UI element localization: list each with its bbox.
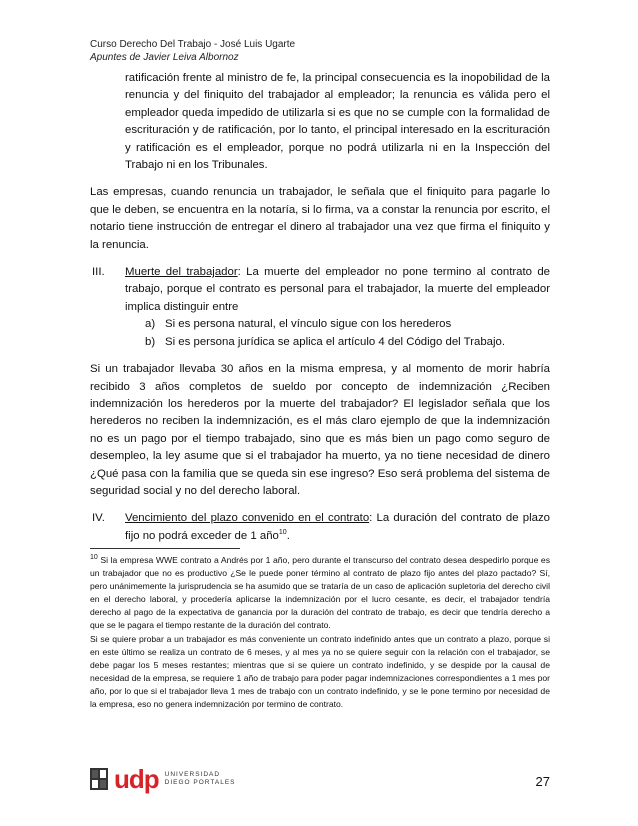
item-paragraph <box>125 510 550 545</box>
footnote-paragraph-1 <box>90 554 550 633</box>
item-content <box>125 264 550 351</box>
item-paragraph <box>125 264 550 316</box>
course-title: Curso Derecho Del Trabajo - José Luis Ugarte <box>90 39 296 50</box>
item-number: III. <box>92 266 105 279</box>
university-line-2: DIEGO PORTALES <box>164 779 236 786</box>
paragraph-ratificacion: ratificación frente al ministro de fe, la principal consecuencia es la inopobilidad de la renuncia y del finiquito del trabajador al empleador; la renuncia es válida pero el empleador queda impedido de utilizarla si es que no se cumple con la formalidad de escrituración y de ratificación, por lo tanto, el principal interesado en la escrituración y ratificación es el empleador, porque no podrá utilizarla ni en la Inspección del Trabajo ni en los Tribunales. <box>125 72 550 172</box>
footnote <box>90 554 550 711</box>
page-header <box>90 38 550 64</box>
item-content <box>125 510 550 545</box>
item-number: IV. <box>92 512 105 525</box>
paragraph-empresas: Las empresas, cuando renuncia un trabajador, le señala que el finiquito para pagarle lo que le deben, se encuentra en la notaría, si lo firma, va a constar la renuncia por escrito, el notario tiene instrucción de entregar el dinero al trabajador una vez que firma el finiquito y la renuncia. <box>90 186 550 251</box>
university-name <box>165 771 236 787</box>
item-title: Vencimiento del plazo convenido en el contrato <box>125 512 370 525</box>
crest-icon <box>90 768 108 790</box>
footnote-paragraph-2: Si se quiere probar a un trabajador es más conveniente un contrato indefinido antes que un contrato a plazo, porque si en este último se realiza un contrato de 6 meses, y al mes ya no se quiere seguir con la relación con el trabajador, se debe pagar los 5 meses restantes; mientras que si se quiere un contrato indefinido, y se despide por la causal de necesidad de la empresa, se requiere 1 año de trabajo para poder pagar indemnizaciones correspondientes a 1 mes por año, por lo que si el trabajador lleva 1 mes de trabajo con un contrato indefinido, y se le pone termino por necesidad de la empresa, eso no genera indemnización por termino de contrato. <box>90 633 550 710</box>
item-title: Muerte del trabajador <box>125 266 238 279</box>
list-item-iii <box>90 264 550 351</box>
item-text: : La muerte del empleador no pone termino al contrato de trabajo, porque el contrato es personal para el trabajador, la muerte del empleador implica distinguir entre <box>125 266 550 313</box>
item-end: . <box>286 529 290 542</box>
sub-item-letter: b) <box>145 335 156 348</box>
sub-item-text: Si es persona jurídica se aplica el artículo 4 del Código del Trabajo. <box>165 335 506 348</box>
footnote-ref[interactable]: 10 <box>278 528 287 536</box>
notes-author: Apuntes de Javier Leiva Albornoz <box>90 52 239 63</box>
page-body <box>90 70 550 545</box>
sub-item-a <box>145 316 550 333</box>
footnote-divider <box>90 548 240 549</box>
page-footer <box>90 766 550 798</box>
sub-item-text: Si es persona natural, el vínculo sigue con los herederos <box>165 318 452 331</box>
footnote-number: 10 <box>90 554 98 562</box>
university-logo <box>90 766 236 792</box>
list-item-iv <box>90 510 550 545</box>
sub-item-b <box>145 334 550 351</box>
page-number: 27 <box>535 774 550 789</box>
university-line-1: UNIVERSIDAD <box>164 771 221 778</box>
footnote-text-1: Si la empresa WWE contrato a Andrés por 1 año, pero durante el transcurso del contrato desea despedirlo porque es un trabajador que no es productivo ¿Se le puede poner término al contrato de plazo fijo antes del plazo pactado? Sí, pero unánimemente la jurisprudencia se ha asumido que se trataría de un caso de aplicación supletoria del derecho civil en el derecho laboral, y procedería aplicarse la indemnización por el lucro cesante, es decir, el trabajador tendría derecho al pago de la expectativa de ganancia por la duración del contrato de trabajo, es decir que tendría derecho a que se le pagara el tiempo restante de la duración del contrato. <box>90 555 550 631</box>
sub-item-letter: a) <box>145 318 156 331</box>
item-text: : La duración del contrato de plazo fijo no podrá exceder de 1 año <box>125 512 550 542</box>
logo-wordmark: udp <box>114 764 159 794</box>
paragraph-trabajador: Si un trabajador llevaba 30 años en la misma empresa, y al momento de morir habría recibido 3 años completos de sueldo por concepto de indemnización ¿Reciben indemnización los herederos por la muerte del trabajador? El legislador señala que los herederos no reciben la indemnización, es el más claro ejemplo de que la indemnización no es un pago por el tiempo trabajado, sino que es más bien un pago como seguro de desempleo, la ley asume que si el trabajador ha muerto, ya no tiene necesidad de dinero ¿Qué pasa con la familia que se queda sin ese ingreso? Eso será problema del sistema de seguridad social y no del derecho laboral. <box>90 363 550 497</box>
